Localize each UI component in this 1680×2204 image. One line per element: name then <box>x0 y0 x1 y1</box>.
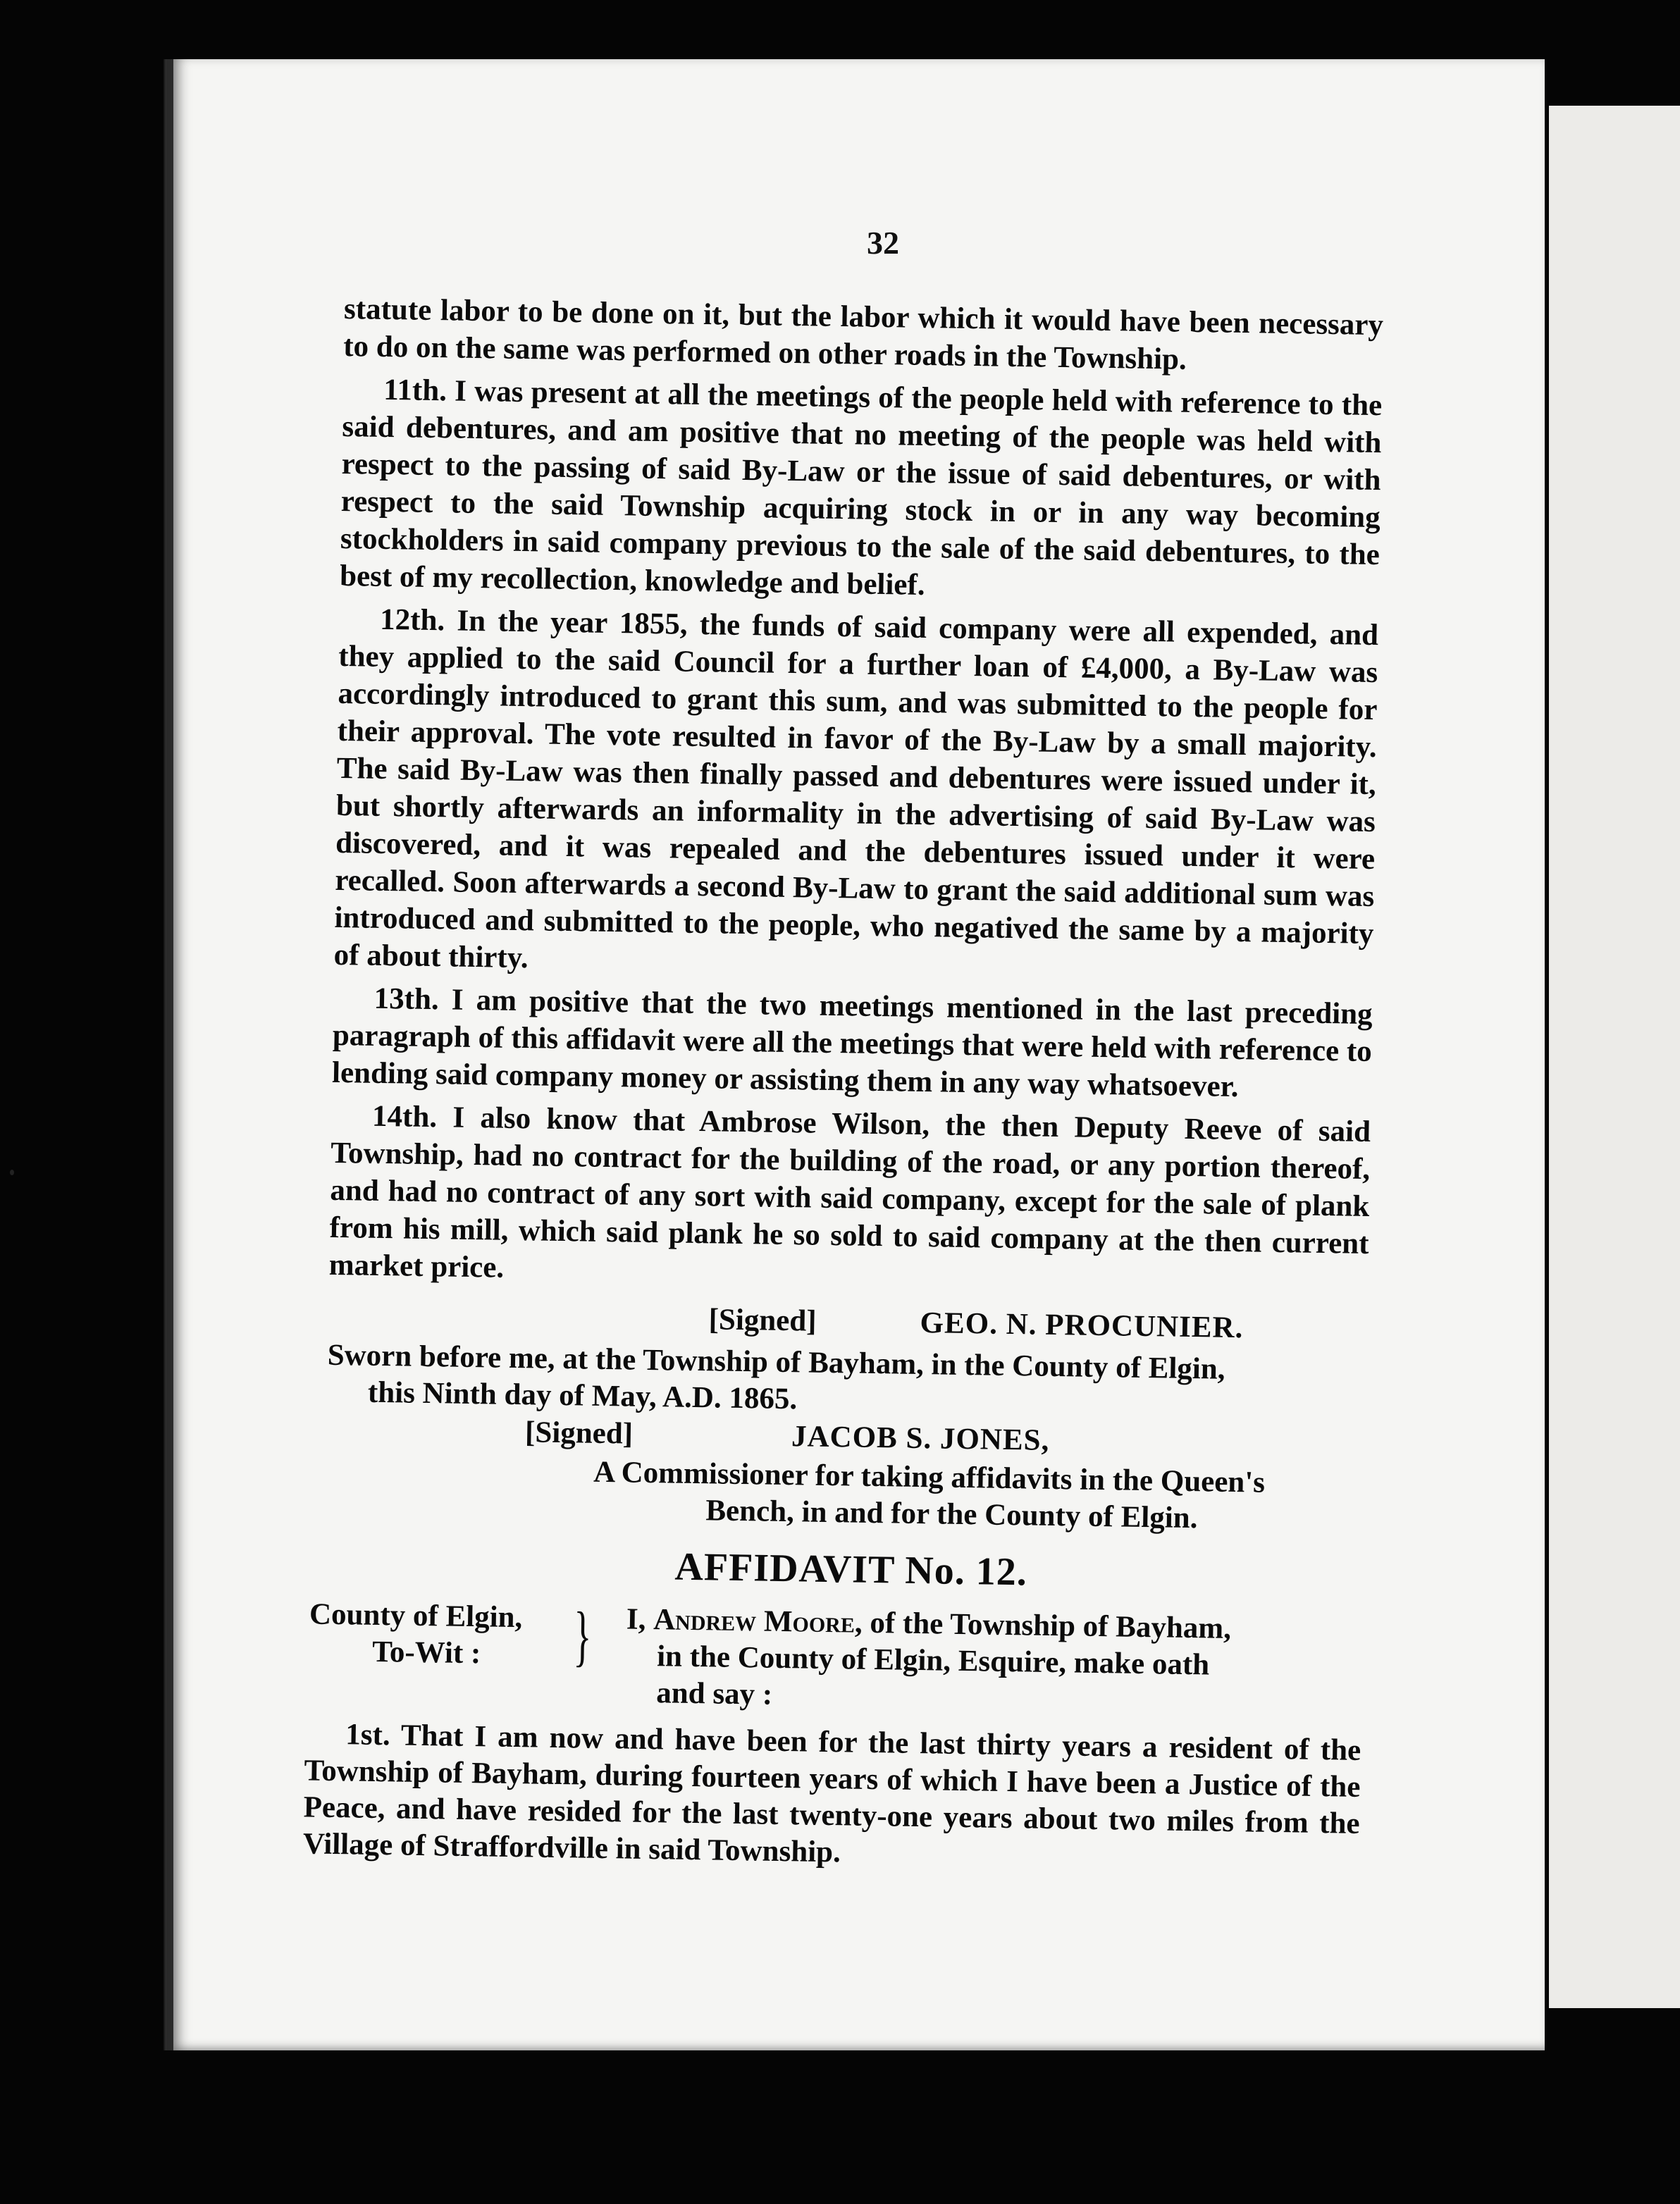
sworn-line-1: Sworn before me, at the Township of Bayham, in the County of Elgin, <box>327 1338 1225 1386</box>
commissioner-signed-tag: [Signed] <box>524 1416 634 1451</box>
page-body <box>302 225 1385 1909</box>
page-number: 32 <box>867 225 899 261</box>
signed-tag: [Signed] <box>708 1303 817 1338</box>
brace-glyph: } <box>573 1597 593 1673</box>
paragraph-continuation: statute labor to be done on it, but the labor which it would have been necessary to do on the same was performed on other roads in the Township. <box>342 292 1384 376</box>
paragraph-12th: 12th. In the year 1855, the funds of said company were all expended, and they applied to the said Council for a further loan of £4,000, a By-Law was accordingly introduced to grant this sum, and was submitted to the people for their approval. The vote resulted in favor of the By-Law by a small majority. The said By-Law was then finally passed and debentures were issued under it, but shortly afterwards an informality in the advertising of said By-Law was discovered, and it was repealed and the debentures issued under it were recalled. Soon afterwards a second By-Law to grant the said additional sum was introduced and submitted to the people, who negatived the same by a majority of about thirty. <box>333 602 1379 975</box>
commissioner-desc-line-1: A Commissioner for taking affidavits in the Queen's <box>593 1455 1266 1499</box>
oath-intro: I, <box>626 1602 646 1636</box>
facing-page-edge <box>1549 106 1680 2008</box>
paragraph-1st: 1st. That I am now and have been for the last thirty years a resident of the Township of Bayham, during fourteen years of which I have been a Justice of the Peace, and have resided for the last twenty-one years about two miles from the Village of Straffordville in said Township. <box>302 1718 1361 1869</box>
oath-rest-1: , of the Township of Bayham, <box>854 1606 1232 1645</box>
affidavit-heading: AFFIDAVIT No. 12. <box>674 1544 1028 1595</box>
signer-name: GEO. N. PROCUNIER. <box>920 1306 1244 1345</box>
venue <box>309 1596 557 1673</box>
oath-statement <box>625 1602 1352 1723</box>
venue-line-2: To-Wit : <box>371 1635 481 1671</box>
commissioner-name: JACOB S. JONES, <box>791 1420 1050 1457</box>
oath-rest-3: and say : <box>655 1676 773 1711</box>
paragraph-13th: 13th. I am positive that the two meetings mentioned in the last preceding paragraph of this affidavit were all the meetings that were held with reference to lending said company money or assisting them in any way whatsoever. <box>331 982 1373 1104</box>
oath-rest-2: in the County of Elgin, Esquire, make oath <box>656 1640 1210 1682</box>
deponent-name: Andrew Moore <box>653 1603 856 1640</box>
venue-block <box>309 1597 1363 1726</box>
paragraph-14th: 14th. I also know that Ambrose Wilson, the then Deputy Reeve of said Township, had no contract for the building of the road, or any portion thereof, and had no contract of any sort with said company, except for the sale of plank from his mill, which said plank he so sold to said company at the then current market price. <box>328 1099 1371 1284</box>
scan-speck <box>10 1170 14 1175</box>
commissioner-desc-line-2: Bench, in and for the County of Elgin. <box>705 1494 1198 1535</box>
sworn-line-2: this Ninth day of May, A.D. 1865. <box>367 1375 798 1416</box>
venue-line-1: County of Elgin, <box>309 1597 523 1635</box>
paragraph-11th: 11th. I was present at all the meetings of the people held with reference to the said debentures, and am positive that no meeting of the people was held with respect to the passing of said By-Law or the issue of said debentures, or with respect to the said Township acquiring stock in or in any way becoming stockholders in said company previous to the sale of the said debentures, to the best of my recollection, knowledge and belief. <box>339 373 1383 602</box>
